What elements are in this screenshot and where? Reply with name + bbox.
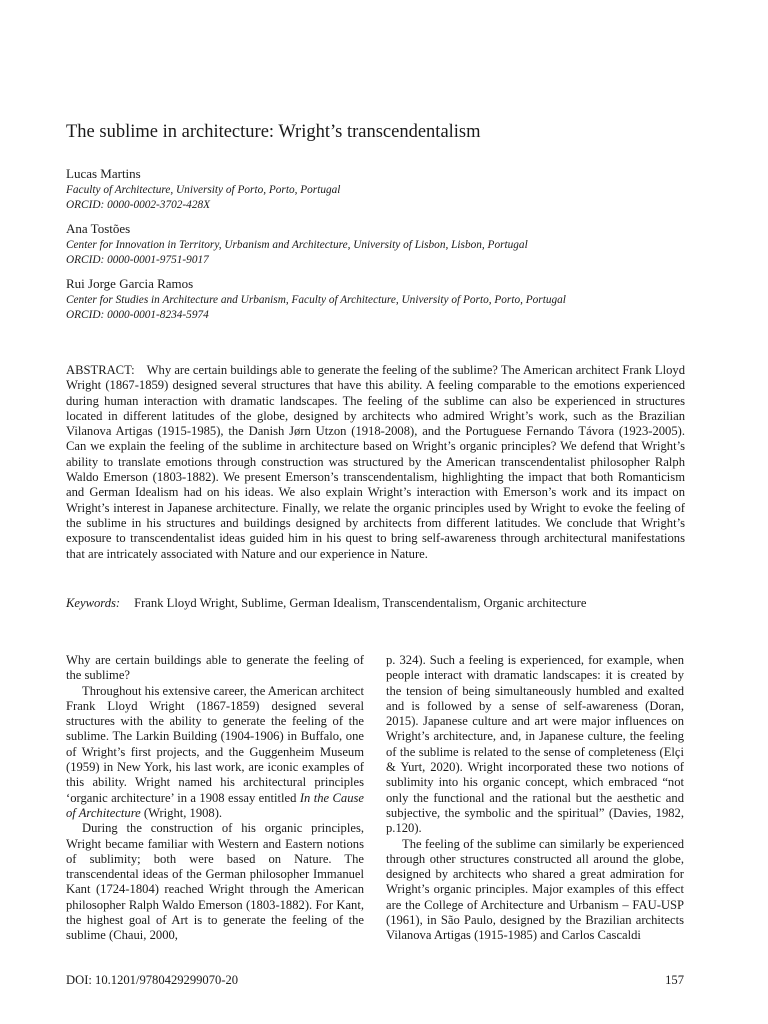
body-text: (Wright, 1908). [140, 805, 223, 820]
abstract [66, 363, 685, 562]
author-block [66, 166, 706, 213]
body-paragraph: The feeling of the sublime can similarly be experienced through other structures constructed all around the globe, designed by architects who shared a great admiration for Wright’s organic principles. Major examples of this effect are the College of Architecture and Urbanism – FAU-USP (1961), in São Paulo, designed by the Brazilian architects Vilanova Artigas (1915-1985) and Carlos Cascaldi [386, 836, 684, 943]
author-affiliation: Faculty of Architecture, University of Porto, Porto, Portugal [66, 184, 341, 196]
author-affiliation: Center for Innovation in Territory, Urbanism and Architecture, University of Lisbon, Lisbon, Portugal [66, 239, 528, 251]
body-column-right [386, 653, 684, 944]
abstract-text: Why are certain buildings able to generate the feeling of the sublime? The American architect Frank Lloyd Wright (1867-1859) designed several structures that have this ability. A feeling comparable to the emotions experienced during human interaction with dramatic landscapes. The feeling of the sublime can also be experienced in structures located in different latitudes of the globe, designed by architects who admired Wright’s work, such as the Brazilian Vilanova Artigas (1915-1985), the Danish Jørn Utzon (1918-2008), and the Portuguese Fernando Távora (1923-2005). Can we explain the feeling of the sublime in architecture based on Wright’s organic principles? We defend that Wright’s ability to translate emotions through construction was structured by the American transcendentalist philosopher Ralph Waldo Emerson (1803-1882). We present Emerson’s transcendentalism, highlighting the impact that both Romanticism and German Idealism had on his ideas. We also explain Wright’s interaction with Emerson’s work and its impact on Wright’s interest in Japanese architecture. Finally, we relate the organic principles used by Wright to evoke the feeling of the sublime in his structures and buildings designed by architects from different latitudes. We conclude that Wright’s exposure to transcendentalist ideas guided him in his quest to bring self-awareness through architectural manifestations that are intricately associated with Nature and our experience in Nature. [66, 363, 685, 561]
author-affiliation: Center for Studies in Architecture and Urbanism, Faculty of Architecture, University of Porto, Porto, Portugal [66, 294, 566, 306]
author-block [66, 221, 706, 268]
body-column-left [66, 653, 364, 944]
author-orcid: ORCID: 0000-0001-9751-9017 [66, 254, 209, 266]
author-name: Ana Tostões [66, 221, 131, 236]
keywords-label: Keywords: [66, 596, 121, 610]
abstract-label: ABSTRACT: [66, 363, 135, 377]
essay-title: In the Cause of Architecture [66, 790, 364, 820]
body-paragraph: During the construction of his organic principles, Wright became familiar with Western and Eastern notions of sublimity; both were based on Nature. The transcendental ideas of the German philosopher Immanuel Kant (1724-1804) reached Wright through the American philosopher Ralph Waldo Emerson (1803-1882). For Kant, the highest goal of Art is to generate the feeling of the sublime (Chaui, 2000, [66, 821, 364, 943]
body-paragraph: Why are certain buildings able to generate the feeling of the sublime? [66, 653, 364, 683]
body-text: Throughout his extensive career, the American architect Frank Lloyd Wright (1867-1859) designed several structures with the ability to generate the feeling of the sublime. The Larkin Building (1904-1906) in Buffalo, one of Wright’s first projects, and the Guggenheim Museum (1959) in New York, his last work, are iconic examples of this ability. Wright named his architectural principles ‘organic architecture’ in a 1908 essay entitled [66, 683, 364, 805]
page-number: 157 [665, 973, 684, 987]
paper-title: The sublime in architecture: Wright’s transcendentalism [66, 122, 481, 142]
keywords-text: Frank Lloyd Wright, Sublime, German Idealism, Transcendentalism, Organic architecture [134, 596, 587, 610]
footer-doi: DOI: 10.1201/9780429299070-20 [66, 973, 239, 987]
author-name: Lucas Martins [66, 166, 141, 181]
keywords [66, 596, 706, 611]
body-paragraph [66, 684, 364, 822]
author-orcid: ORCID: 0000-0002-3702-428X [66, 199, 211, 211]
author-orcid: ORCID: 0000-0001-8234-5974 [66, 309, 209, 321]
author-block [66, 276, 706, 323]
author-name: Rui Jorge Garcia Ramos [66, 276, 194, 291]
body-paragraph: p. 324). Such a feeling is experienced, for example, when people interact with dramatic landscapes: it is created by the tension of being simultaneously humbled and exalted and is followed by a sense of self-awareness (Doran, 2015). Japanese culture and art were major influences on Wright’s architecture, and, in Japanese culture, the feeling of the sublime is related to the sense of completeness (Elçi & Yurt, 2020). Wright incorporated these two notions of sublimity into his organic concept, which embraced “not only the functional and the rational but the aesthetic and subjective, the symbolic and the spiritual” (Davies, 1982, p.120). [386, 653, 684, 836]
